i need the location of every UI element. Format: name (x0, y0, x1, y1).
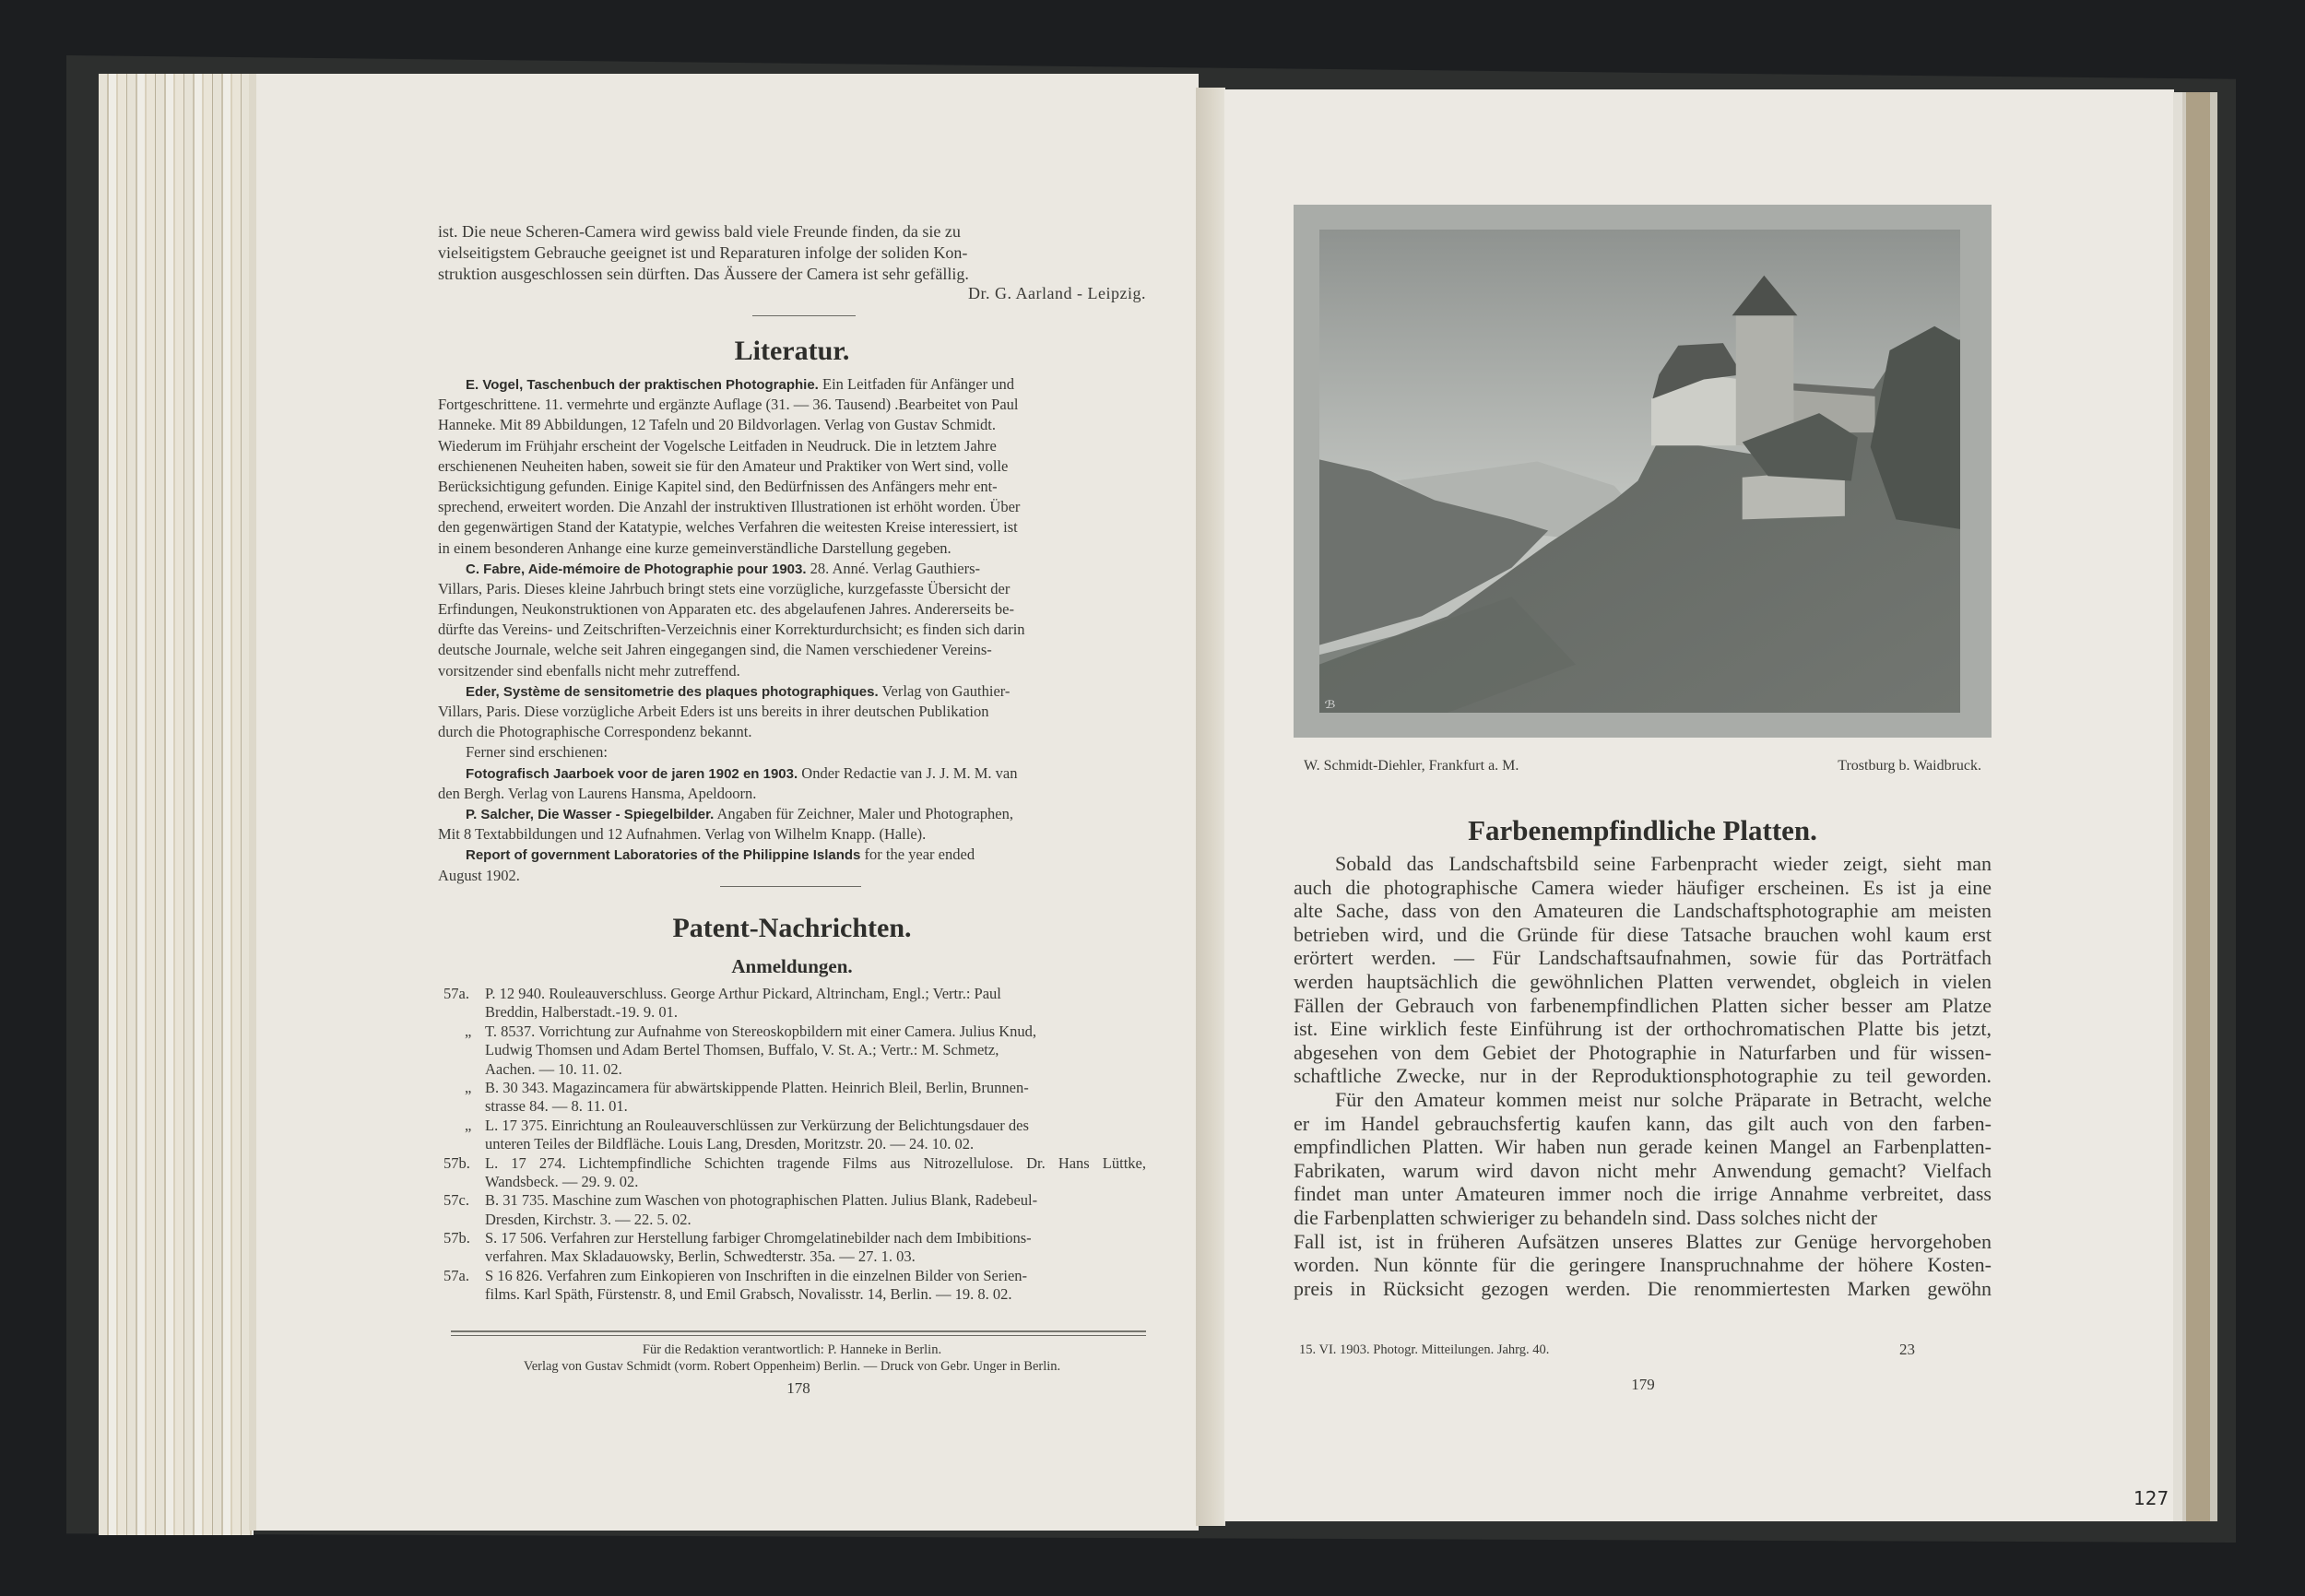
text-line (485, 1267, 1146, 1285)
text-line (438, 264, 1146, 285)
text-line (1294, 1206, 1992, 1230)
text-line (485, 1041, 1146, 1059)
line-text: auch die photographische Camera wieder häufiger erscheinen. Es ist ja eine (1294, 875, 1992, 899)
line-text: S. 17 506. Verfahren zur Herstellung farbiger Chromgelatinebilder nach dem Imbibitions- (485, 1229, 1032, 1247)
line-text: verfahren. Max Skladauowsky, Berlin, Schwedterstr. 35a. — 27. 1. 03. (485, 1247, 916, 1266)
text-line (438, 456, 1146, 477)
text-line (1294, 1253, 1992, 1277)
literatur-heading: Literatur. (734, 336, 850, 366)
text-line (485, 985, 1146, 1003)
literature-title: P. Salcher, Die Wasser - Spiegelbilder. (466, 806, 715, 822)
line-text: T. 8537. Vorrichtung zur Aufnahme von Stereoskopbildern mit einer Camera. Julius Knud, (485, 1022, 1037, 1040)
footer-double-rule (451, 1330, 1146, 1332)
text-line (438, 579, 1146, 599)
text-line (438, 436, 1146, 456)
line-text: vielseitigstem Gebrauche geeignet ist und Reparaturen infolge der soliden Kon- (438, 243, 968, 262)
castle-photograph (1319, 230, 1960, 713)
line-text: Erfindungen, Neukonstruktionen von Apparaten etc. des abgelaufenen Jahres. Andererseits be- (438, 600, 1014, 619)
literature-entry (438, 845, 1146, 865)
text-line (438, 538, 1146, 559)
line-text: struktion ausgeschlossen sein dürften. Das Äussere der Camera ist sehr gefällig. (438, 265, 969, 283)
line-text: films. Karl Späth, Fürstenstr. 8, und Emil Grabsch, Novalisstr. 14, Berlin. — 19. 8. 02. (485, 1285, 1012, 1304)
line-text: 28. Anné. Verlag Gauthiers- (810, 559, 981, 577)
text-line (1294, 923, 1992, 947)
editor-credit: Für die Redaktion verantwortlich: P. Hanneke in Berlin. (642, 1342, 942, 1357)
text-line (438, 824, 1146, 845)
line-text: Breddin, Halberstadt.-19. 9. 01. (485, 1003, 678, 1022)
literature-entry (438, 559, 1146, 579)
patent-class: 57c. (443, 1191, 469, 1210)
text-line (485, 1211, 1146, 1229)
text-line (485, 1154, 1146, 1173)
text-line (1294, 946, 1992, 970)
text-line (485, 1003, 1146, 1022)
line-text: findet man unter Amateuren immer noch die irrige Annahme verbreitet, dass (1294, 1182, 1992, 1206)
line-text: S 16 826. Verfahren zum Einkopieren von Inschriften in die einzelnen Bilder von Serien- (485, 1266, 1028, 1284)
photo-title: Trostburg b. Waidbruck. (1838, 758, 1981, 774)
text-line (1294, 1088, 1992, 1112)
patent-entry (443, 1229, 1146, 1267)
line-text: L. 17 375. Einrichtung an Rouleauverschlüssen zur Verkürzung der Belichtungsdauer des (485, 1116, 1029, 1134)
line-text: alte Sache, dass von den Amateuren die Landschaftsphotographie am meisten (1294, 899, 1992, 923)
line-text: in einem besonderen Anhange eine kurze gemeinverständliche Darstellung gegeben. (438, 538, 952, 557)
text-line (1294, 1277, 1992, 1301)
book-gutter (1196, 88, 1225, 1526)
line-text: Onder Redactie van J. J. M. M. van (801, 763, 1018, 782)
text-line (438, 640, 1146, 660)
text-line (438, 221, 1146, 242)
article-body (1294, 852, 1992, 1300)
literature-title: Eder, Système de sensitometrie des plaques photographiques. (466, 683, 879, 700)
literature-entry (438, 681, 1146, 702)
text-line (1294, 970, 1992, 994)
line-text: Ein Leitfaden für Anfänger und (822, 375, 1014, 393)
text-line (438, 415, 1146, 435)
line-text: B. 31 735. Maschine zum Waschen von photographischen Platten. Julius Blank, Radebeul- (485, 1191, 1038, 1210)
line-text: Angaben für Zeichner, Maler und Photographen, (716, 804, 1013, 822)
text-line (438, 784, 1146, 804)
text-line (438, 661, 1146, 681)
line-text: worden. Nun könnte für die geringere Inanspruchnahme der höhere Kosten- (1294, 1253, 1992, 1277)
line-text: sprechend, erweitert worden. Die Anzahl der instruktiven Illustrationen ist erhöht worden. Über (438, 498, 1021, 516)
patent-class: „ (465, 1022, 472, 1040)
text-line (1294, 876, 1992, 900)
line-text: Verlag von Gauthier- (881, 681, 1011, 700)
text-line (438, 242, 1146, 264)
page-edges-left (99, 74, 254, 1535)
patent-class: 57a. (443, 985, 469, 1002)
text-line (438, 599, 1146, 620)
text-line (485, 1285, 1146, 1304)
line-text: strasse 84. — 8. 11. 01. (485, 1097, 628, 1116)
text-line (1294, 1041, 1992, 1065)
line-text: Fällen der Gebrauch von farbenempfindlichen Platten sicher besser am Platze (1294, 993, 1992, 1017)
text-line (485, 1191, 1146, 1210)
line-text: Sobald das Landschaftsbild seine Farbenpracht wieder zeigt, sieht man (1335, 852, 1992, 875)
line-text: Aachen. — 10. 11. 02. (485, 1059, 622, 1078)
line-text: Wiederum im Frühjahr erscheint der Vogelsche Leitfaden in Neudruck. Die in letztem Jahre (438, 436, 997, 455)
text-line (438, 395, 1146, 415)
line-text: Fabrikaten, warum wird davon nicht mehr Anwendung gemacht? Vielfach (1294, 1158, 1992, 1182)
line-text: durch die Photographische Correspondenz bekannt. (438, 723, 752, 741)
article-heading: Farbenempfindliche Platten. (1468, 814, 1817, 846)
text-line (438, 517, 1146, 538)
line-text: Villars, Paris. Diese vorzügliche Arbeit Eders ist uns bereits in ihrer deutschen Publikation (438, 703, 989, 720)
text-line (438, 620, 1146, 640)
page-number-right: 179 (1631, 1376, 1655, 1393)
patent-entry (443, 1079, 1146, 1117)
handwritten-inventory-number: 127 (2134, 1487, 2169, 1509)
text-line (485, 1060, 1146, 1079)
footer-double-rule (451, 1335, 1146, 1336)
line-text: Ludwig Thomsen und Adam Bertel Thomsen, Buffalo, V. St. A.; Vertr.: M. Schmetz, (485, 1041, 999, 1059)
line-text: empfindlichen Platten. Wir haben nun gerade keinen Mangel an Farbenplatten- (1294, 1135, 1992, 1159)
patent-entry (443, 1267, 1146, 1305)
text-line (1294, 852, 1992, 876)
article-signature: Dr. G. Aarland - Leipzig. (968, 284, 1146, 302)
line-text: die Farbenplatten schwieriger zu behandeln sind. Dass solches nicht der (1294, 1205, 1877, 1229)
line-text: den gegenwärtigen Stand der Katatypie, welches Verfahren die weitesten Kreise interessiert, ist (438, 518, 1018, 537)
page-number-left: 178 (786, 1379, 810, 1397)
literature-title: Fotografisch Jaarboek voor de jaren 1902 en 1903. (466, 765, 798, 782)
literatur-list (438, 374, 1146, 886)
text-line (438, 722, 1146, 742)
line-text: August 1902. (438, 866, 520, 884)
section-divider (720, 886, 861, 887)
section-divider (752, 315, 856, 316)
line-text: P. 12 940. Rouleauverschluss. George Arthur Pickard, Altrincham, Engl.; Vertr.: Paul (485, 985, 1001, 1002)
line-text: Hanneke. Mit 89 Abbildungen, 12 Tafeln und 20 Bildvorlagen. Verlag von Gustav Schmidt. (438, 416, 996, 434)
line-text: Mit 8 Textabbildungen und 12 Aufnahmen. Verlag von Wilhelm Knapp. (Halle). (438, 825, 927, 844)
patent-list (443, 985, 1146, 1305)
patent-heading: Patent-Nachrichten. (672, 913, 912, 943)
text-line (485, 1247, 1146, 1266)
line-text: betrieben wird, und die Gründe für diese Tatsache brauchen wohl kaum erst (1294, 922, 1992, 946)
line-text: unteren Teiles der Bildfläche. Louis Lang, Dresden, Moritzstr. 20. — 24. 10. 02. (485, 1135, 975, 1153)
line-text: deutsche Journale, welche seit Jahren eingegangen sind, die Namen verschiedener Vereins- (438, 641, 992, 659)
text-line (1294, 1135, 1992, 1159)
line-text: Wandsbeck. — 29. 9. 02. (485, 1172, 639, 1190)
literature-title: E. Vogel, Taschenbuch der praktischen Photographie. (466, 377, 819, 393)
patent-entry (443, 1154, 1146, 1192)
text-line (438, 702, 1146, 722)
photographer-monogram: ℬ (1324, 698, 1336, 711)
line-text: preis in Rücksicht gezogen werden. Die renommiertesten Marken gewöhn (1294, 1276, 1992, 1300)
patent-entry (443, 1117, 1146, 1154)
text-line (1294, 1112, 1992, 1136)
literature-entry (438, 374, 1146, 395)
literature-title: C. Fabre, Aide-mémoire de Photographie pour 1903. (466, 561, 807, 577)
text-line (485, 1079, 1146, 1097)
text-line (485, 1173, 1146, 1191)
line-text: Ferner sind erschienen: (466, 743, 608, 762)
text-line (1294, 1182, 1992, 1206)
text-line (1294, 1017, 1992, 1041)
text-line (485, 1023, 1146, 1041)
article-ending-paragraph (438, 221, 1146, 285)
line-text: B. 30 343. Magazincamera für abwärtskippende Platten. Heinrich Bleil, Berlin, Brunnen- (485, 1078, 1029, 1096)
signature-line: 15. VI. 1903. Photogr. Mitteilungen. Jahrg. 40. (1299, 1342, 1550, 1357)
signature-number: 23 (1899, 1341, 1915, 1358)
line-text: erschienenen Neuheiten haben, soweit sie für den Amateur und Praktiker von Wert sind, volle (438, 456, 1009, 475)
patent-class: „ (465, 1116, 472, 1134)
line-text: schaftliche Zwecke, nur in der Reproduktionsphotographie zu teil geworden. (1294, 1064, 1992, 1088)
page-edges-right (2173, 92, 2217, 1521)
patent-entry (443, 1191, 1146, 1229)
line-text: for the year ended (864, 845, 975, 864)
text-line (485, 1229, 1146, 1247)
publisher-credit: Verlag von Gustav Schmidt (vorm. Robert Oppenheim) Berlin. — Druck von Gebr. Unger in Berlin. (523, 1359, 1061, 1374)
text-line (438, 497, 1146, 517)
line-text: Dresden, Kirchstr. 3. — 22. 5. 02. (485, 1210, 692, 1228)
literature-entry (438, 763, 1146, 784)
literature-entry (438, 804, 1146, 824)
text-line (1294, 1159, 1992, 1183)
text-line (1294, 994, 1992, 1018)
patent-class: 57b. (443, 1153, 470, 1172)
line-text: erörtert werden. — Für Landschaftsaufnahmen, sowie für das Porträtfach (1294, 946, 1992, 970)
text-line (1294, 1064, 1992, 1088)
line-text: Berücksichtigung gefunden. Einige Kapitel sind, den Bedürfnissen des Anfängers mehr ent- (438, 477, 998, 495)
text-line (485, 1135, 1146, 1153)
literature-title: Report of government Laboratories of the Philippine Islands (466, 847, 861, 864)
patent-subheading: Anmeldungen. (731, 955, 853, 977)
photo-mount (1294, 205, 1992, 738)
text-line (438, 477, 1146, 497)
patent-class: „ (465, 1078, 472, 1096)
text-line (1294, 899, 1992, 923)
line-text: er im Handel gebrauchsfertig kaufen kann, das gilt auch von den farben- (1294, 1111, 1992, 1135)
line-text: Fortgeschrittene. 11. vermehrte und ergänzte Auflage (31. — 36. Tausend) .Bearbeitet von Paul (438, 396, 1019, 414)
photo-credit: W. Schmidt-Diehler, Frankfurt a. M. (1304, 758, 1519, 774)
patent-entry (443, 985, 1146, 1023)
text-line (438, 866, 1146, 886)
text-line (485, 1117, 1146, 1135)
text-line (1294, 1230, 1992, 1254)
text-line (485, 1097, 1146, 1116)
line-text: dürfte das Vereins- und Zeitschriften-Verzeichnis einer Korrekturdurchsicht; es finden sich darin (438, 621, 1025, 639)
literature-entry (438, 742, 1146, 763)
line-text: Villars, Paris. Dieses kleine Jahrbuch bringt stets eine vorzügliche, kurzgefasste Übersicht der (438, 579, 1011, 597)
patent-class: 57a. (443, 1266, 469, 1284)
line-text: Für den Amateur kommen meist nur solche Präparate in Betracht, welche (1335, 1087, 1992, 1111)
line-text: werden hauptsächlich die gewöhnlichen Platten verwendet, obgleich in vielen (1294, 969, 1992, 993)
line-text: ist. Eine wirklich feste Einführung ist der orthochromatischen Platte bis jetzt, (1294, 1017, 1992, 1041)
line-text: Fall ist, ist in früheren Aufsätzen unseres Blattes zur Genüge hervorgehoben (1294, 1229, 1992, 1253)
patent-entry (443, 1023, 1146, 1079)
patent-class: 57b. (443, 1229, 470, 1247)
line-text: den Bergh. Verlag von Laurens Hansma, Apeldoorn. (438, 784, 757, 802)
line-text: ist. Die neue Scheren-Camera wird gewiss bald viele Freunde finden, da sie zu (438, 222, 961, 241)
line-text: L. 17 274. Lichtempfindliche Schichten tragende Films aus Nitrozellulose. Dr. Hans Lüttke, (485, 1153, 1146, 1172)
line-text: vorsitzender sind ebenfalls nicht mehr zutreffend. (438, 661, 740, 680)
line-text: abgesehen von dem Gebiet der Photographie in Naturfarben und für wissen- (1294, 1040, 1992, 1064)
